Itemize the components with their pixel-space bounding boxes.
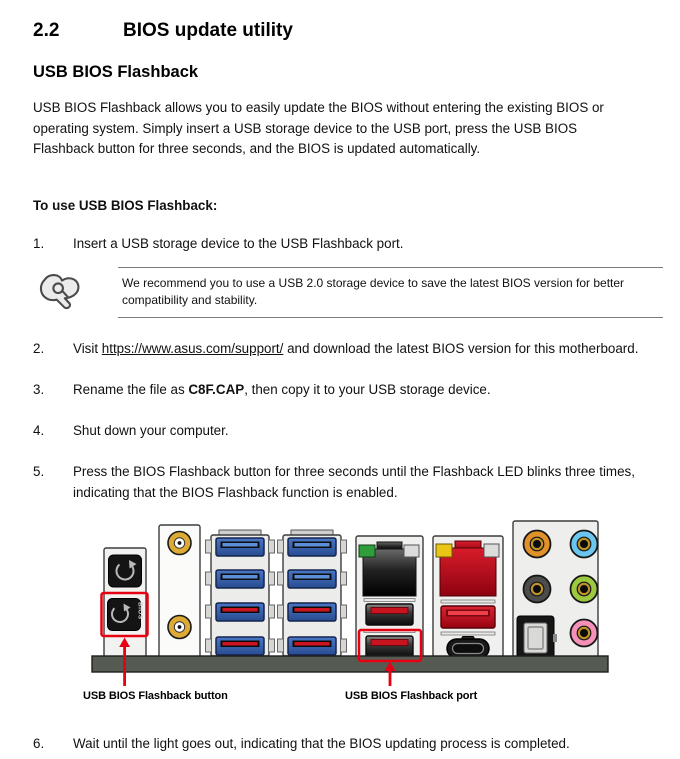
step-text: Insert a USB storage device to the USB Flashback port. (73, 235, 404, 251)
wifi-antenna-panel (159, 525, 200, 658)
step-number: 6. (33, 735, 45, 751)
usb2-flashback-port[interactable] (366, 636, 413, 657)
lan-usb-block-black (356, 536, 423, 658)
io-panel-figure (0, 513, 680, 711)
step-item-5 (33, 461, 655, 503)
audio-jack-green (571, 575, 598, 602)
lan-led-green (359, 545, 375, 557)
wifi-antenna-post (168, 615, 191, 638)
step-text-after: , then copy it to your USB storage device. (244, 381, 491, 397)
note-icon (36, 272, 86, 314)
step-text-before: Rename the file as (73, 381, 189, 397)
intro-paragraph: USB BIOS Flashback allows you to easily update the BIOS without entering the existing BIOS or operating system. Simply insert a USB storage device to the USB port, press the USB BIOS Flashback button for three seconds, and the BIOS is updated automatically. (33, 100, 604, 156)
step-item-4 (33, 420, 655, 441)
lan-port-black (359, 542, 419, 596)
step-text (73, 338, 655, 359)
usb3-port-red-tab (216, 603, 264, 621)
usb3-port-stack-2 (278, 530, 347, 656)
usb3-port (216, 570, 264, 588)
step-number: 1. (33, 235, 45, 251)
lan-port-red (436, 541, 499, 596)
note-text: We recommend you to use a USB 2.0 storage device to save the latest BIOS version for better compatibility and stability. (122, 275, 625, 307)
clear-cmos-button[interactable] (109, 555, 142, 587)
flashback-port-label: USB BIOS Flashback port (345, 689, 478, 702)
procedure-heading: To use USB BIOS Flashback: (33, 197, 218, 213)
lan-led-yellow (436, 544, 452, 557)
lan-led-gray (484, 544, 499, 557)
usb3-port-stack-1 (206, 530, 275, 656)
section-heading (33, 20, 655, 42)
optical-spdif-port (517, 616, 557, 660)
step-item-2 (33, 338, 655, 359)
audio-jack-gray (524, 575, 551, 602)
step-text: Wait until the light goes out, indicating that the BIOS updating process is completed. (73, 735, 570, 751)
usb-c-port (447, 636, 489, 658)
lan-usb-block-red (433, 536, 503, 658)
bios-flashback-button[interactable] (108, 598, 144, 630)
step-item-3 (33, 379, 655, 400)
usb3-port-red-tab (288, 603, 336, 621)
subsection-title: USB BIOS Flashback (33, 63, 199, 81)
note-box (118, 267, 663, 318)
audio-jack-lightblue (571, 530, 598, 557)
wifi-antenna-post (168, 531, 191, 554)
audio-jack-orange (524, 530, 551, 557)
step-text (73, 379, 655, 400)
lan-led-gray (404, 545, 419, 557)
usb3-port (288, 538, 336, 556)
usb3-port (216, 538, 264, 556)
step-number: 4. (33, 422, 45, 438)
step-number: 5. (33, 463, 45, 479)
usb3-port-red-tab (216, 637, 264, 655)
section-title: BIOS update utility (123, 20, 293, 41)
bios-button-text: BIOS (136, 601, 144, 619)
step-number: 3. (33, 381, 45, 397)
audio-jack-block (513, 521, 598, 660)
usb3-port (288, 570, 336, 588)
usb2-port (366, 604, 413, 625)
step-text-after: and download the latest BIOS version for this motherboard. (283, 340, 639, 356)
filename-bold: C8F.CAP (188, 381, 245, 397)
io-panel-drawing (0, 513, 680, 689)
usb3-port-red-tab (288, 637, 336, 655)
section-number: 2.2 (33, 20, 60, 41)
step-text: Shut down your computer. (73, 422, 229, 438)
step-text: Press the BIOS Flashback button for three seconds until the Flashback LED blinks three times, indicating that the BIOS Flashback function is enabled. (73, 463, 635, 500)
flashback-button-label: USB BIOS Flashback button (83, 689, 228, 702)
io-shield-bar (92, 656, 608, 672)
audio-jack-pink (571, 619, 598, 646)
step-text-before: Visit (73, 340, 102, 356)
usb2-port-red (441, 606, 495, 628)
step-item-1 (33, 233, 655, 254)
step-item-6 (33, 733, 655, 754)
support-link[interactable]: https://www.asus.com/support/ (101, 340, 284, 356)
step-number: 2. (33, 340, 45, 356)
